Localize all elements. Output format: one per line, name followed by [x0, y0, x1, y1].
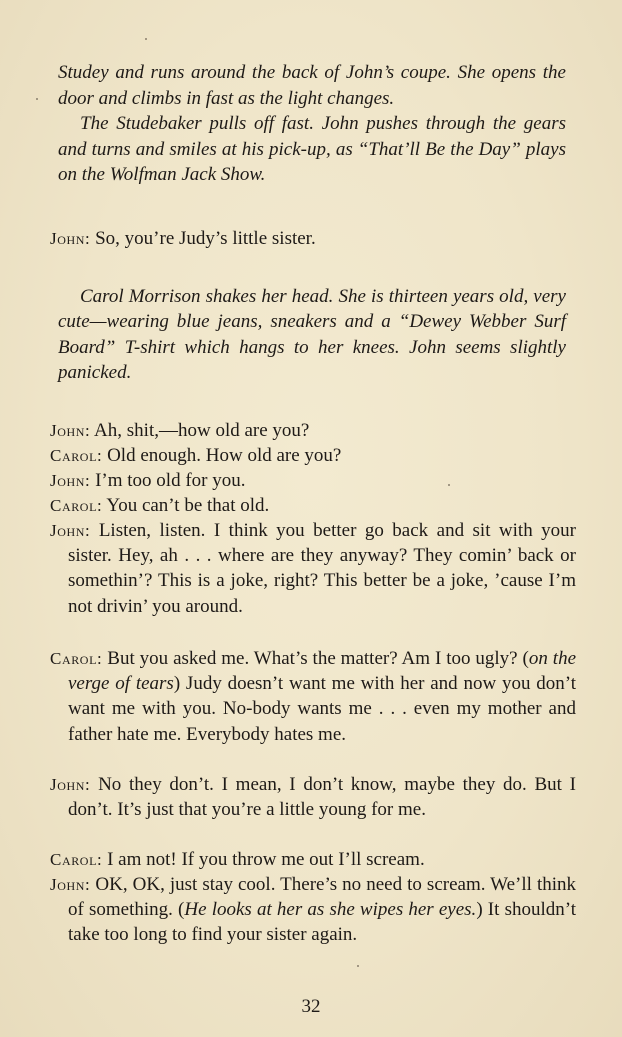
stage-direction-inline: on the verge of tears: [68, 648, 577, 695]
stage-direction-inline: He looks at her as she wipes her eyes.: [184, 899, 477, 921]
speaker-name: John:: [50, 875, 91, 894]
paper-speck: [36, 98, 38, 100]
dialogue-text: No they don’t. I mean, I don’t know, maybe they do. But I don’t. It’s just that you’re a little young for me.: [68, 774, 576, 821]
speaker-name: John:: [50, 775, 91, 794]
speaker-name: Carol:: [50, 446, 103, 465]
dialogue-line: [50, 493, 576, 518]
stage-direction-2-text: Carol Morrison shakes her head. She is thirteen years old, very cute—wearing blue jeans, sneakers and a “Dewey Webber Surf Board” T-shirt which hangs to her knees. John seems slightly panicked.: [58, 286, 566, 383]
dialogue-text: I’m too old for you.: [95, 470, 246, 491]
dialogue-text-before: OK, OK, just stay cool. There’s no need to scream. We’ll think of something. (: [68, 874, 577, 921]
dialogue-line: [50, 443, 576, 468]
speaker-name: John:: [50, 521, 91, 540]
dialogue-text: You can’t be that old.: [106, 495, 270, 516]
dialogue-text-after: ) It shouldn’t take too long to find your sister again.: [68, 899, 576, 946]
speaker-name: Carol:: [50, 649, 103, 668]
speaker-name: Carol:: [50, 850, 103, 869]
dialogue-text: I am not! If you throw me out I’ll scream.: [107, 849, 425, 870]
dialogue-text: So, you’re Judy’s little sister.: [95, 228, 316, 249]
paper-speck: [145, 38, 147, 40]
page-number: 32: [301, 996, 321, 1017]
dialogue-line: [50, 226, 576, 251]
speaker-name: John:: [50, 229, 91, 248]
speaker-name: Carol:: [50, 496, 103, 515]
speaker-name: John:: [50, 421, 91, 440]
dialogue-line: [50, 468, 576, 493]
dialogue-line: [50, 418, 576, 443]
dialogue-text: Old enough. How old are you?: [107, 445, 342, 466]
paper-speck: [357, 965, 359, 967]
dialogue-line: [50, 646, 576, 747]
dialogue-line: [50, 872, 576, 948]
speaker-name: John:: [50, 471, 91, 490]
dialogue-text: Ah, shit,—how old are you?: [94, 420, 310, 441]
dialogue-line: [50, 847, 576, 872]
stage-direction-1-continued: [58, 111, 566, 188]
dialogue-text: Listen, listen. I think you better go back and sit with your sister. Hey, ah . . . where are they anyway? They comin’ back or somethin’? This is a joke, right? This better be a joke, ’cause I’m not drivin’ you around.: [68, 520, 577, 617]
dialogue-text-before: But you asked me. What’s the matter? Am I too ugly? (: [107, 648, 529, 669]
stage-direction-1-line1: Studey and runs around the back of John’s coupe. She opens the door and climbs in fast as the light changes.: [58, 62, 566, 109]
dialogue-text-after: ) Judy doesn’t want me with her and now you don’t want me with you. No-body wants me . . . even my mother and father hate me. Everybody hates me.: [68, 673, 576, 745]
dialogue-line: [50, 772, 576, 822]
stage-direction-2: [58, 284, 566, 385]
stage-direction-1: [58, 60, 566, 111]
stage-direction-1-line2: The Studebaker pulls off fast. John pushes through the gears and turns and smiles at his pick-up, as “That’ll Be the Day” plays on the Wolfman Jack Show.: [58, 113, 566, 185]
dialogue-line: [50, 518, 576, 619]
